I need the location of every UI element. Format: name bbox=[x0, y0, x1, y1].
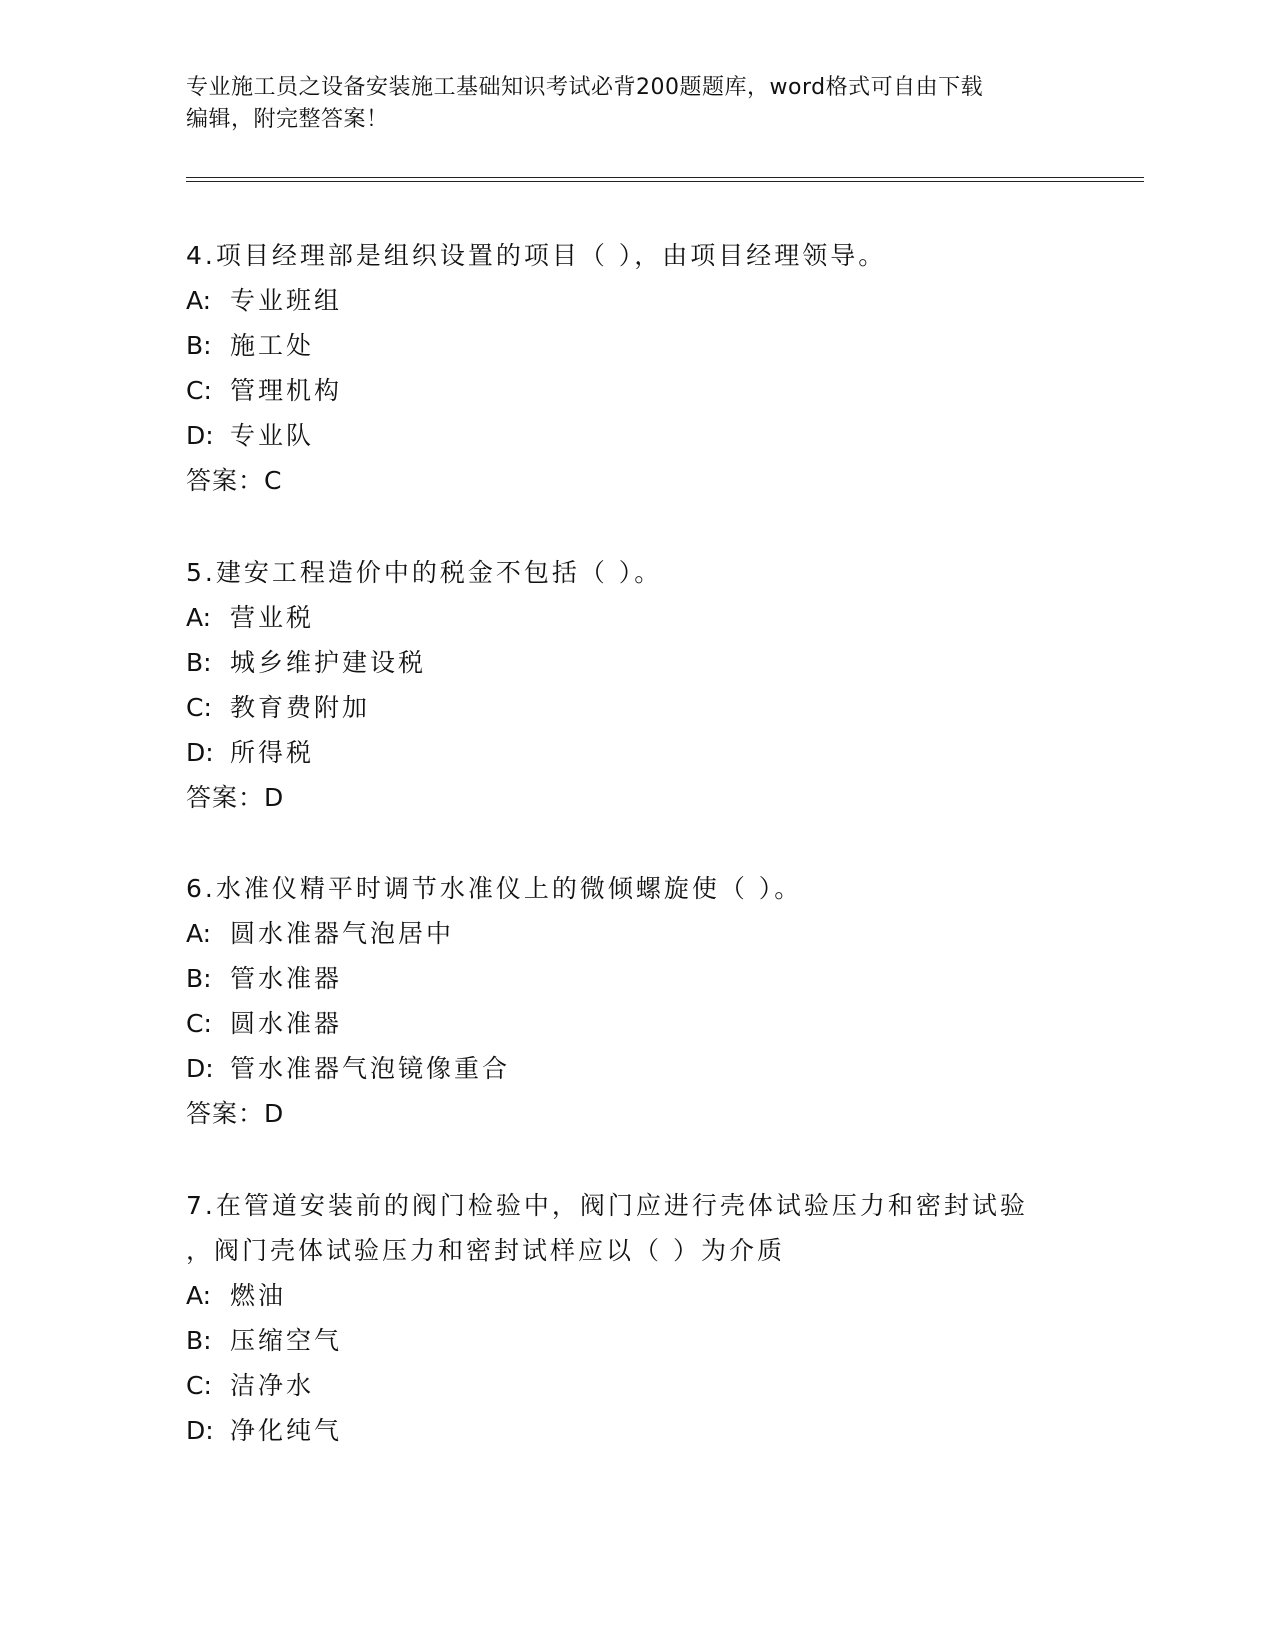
option-letter: A: bbox=[186, 919, 212, 948]
option-text: 所得税 bbox=[230, 738, 315, 767]
answer-line: 答案：D bbox=[186, 783, 285, 812]
option-text: 燃油 bbox=[230, 1281, 287, 1310]
option-d bbox=[186, 1408, 1086, 1453]
option-letter: D: bbox=[186, 738, 214, 767]
option-b bbox=[186, 323, 1086, 368]
option-c bbox=[186, 1001, 1086, 1046]
option-b bbox=[186, 640, 1086, 685]
option-letter: A: bbox=[186, 603, 212, 632]
header-title-line-2: 编辑，附完整答案！ bbox=[186, 107, 389, 132]
option-letter: C: bbox=[186, 376, 212, 405]
answer-line: 答案：D bbox=[186, 1099, 285, 1128]
option-b bbox=[186, 956, 1086, 1001]
option-letter: D: bbox=[186, 1054, 214, 1083]
question-7 bbox=[186, 1183, 1086, 1453]
option-c bbox=[186, 368, 1086, 413]
header-title-line-1: 专业施工员之设备安装施工基础知识考试必背200题题库，word格式可自由下载 bbox=[186, 75, 984, 100]
option-letter: A: bbox=[186, 286, 212, 315]
option-letter: B: bbox=[186, 1326, 212, 1355]
option-text: 营业税 bbox=[230, 603, 315, 632]
option-text: 净化纯气 bbox=[230, 1416, 343, 1445]
option-text: 管理机构 bbox=[230, 376, 343, 405]
option-letter: A: bbox=[186, 1281, 212, 1310]
option-letter: D: bbox=[186, 421, 214, 450]
question-stem: 6.水准仪精平时调节水准仪上的微倾螺旋使（ ）。 bbox=[186, 874, 803, 903]
question-6 bbox=[186, 866, 1086, 1136]
document-header bbox=[186, 72, 1066, 136]
header-divider-bottom bbox=[186, 181, 1144, 182]
option-text: 专业班组 bbox=[230, 286, 343, 315]
option-c bbox=[186, 685, 1086, 730]
question-stem: 4.项目经理部是组织设置的项目（ ），由项目经理领导。 bbox=[186, 241, 887, 270]
option-text: 圆水准器 bbox=[230, 1009, 343, 1038]
option-b bbox=[186, 1318, 1086, 1363]
option-letter: B: bbox=[186, 964, 212, 993]
option-d bbox=[186, 1046, 1086, 1091]
option-text: 管水准器 bbox=[230, 964, 343, 993]
question-4 bbox=[186, 233, 1086, 503]
header-divider-top bbox=[186, 177, 1144, 178]
option-letter: C: bbox=[186, 693, 212, 722]
option-letter: B: bbox=[186, 331, 212, 360]
question-stem: 5.建安工程造价中的税金不包括（ ）。 bbox=[186, 558, 663, 587]
option-letter: C: bbox=[186, 1009, 212, 1038]
option-text: 圆水准器气泡居中 bbox=[230, 919, 455, 948]
option-c bbox=[186, 1363, 1086, 1408]
question-stem-line-1: 7.在管道安装前的阀门检验中，阀门应进行壳体试验压力和密封试验 bbox=[186, 1191, 1028, 1220]
option-text: 城乡维护建设税 bbox=[230, 648, 427, 677]
option-letter: D: bbox=[186, 1416, 214, 1445]
option-text: 洁净水 bbox=[230, 1371, 315, 1400]
option-a bbox=[186, 911, 1086, 956]
option-letter: C: bbox=[186, 1371, 212, 1400]
option-text: 管水准器气泡镜像重合 bbox=[230, 1054, 511, 1083]
answer-line: 答案：C bbox=[186, 466, 283, 495]
option-d bbox=[186, 413, 1086, 458]
option-d bbox=[186, 730, 1086, 775]
option-text: 施工处 bbox=[230, 331, 315, 360]
option-a bbox=[186, 1273, 1086, 1318]
question-5 bbox=[186, 550, 1086, 820]
option-text: 压缩空气 bbox=[230, 1326, 343, 1355]
option-a bbox=[186, 278, 1086, 323]
option-a bbox=[186, 595, 1086, 640]
question-stem-line-2: ，阀门壳体试验压力和密封试样应以（ ）为介质 bbox=[186, 1236, 785, 1265]
option-text: 专业队 bbox=[230, 421, 315, 450]
option-text: 教育费附加 bbox=[230, 693, 371, 722]
option-letter: B: bbox=[186, 648, 212, 677]
